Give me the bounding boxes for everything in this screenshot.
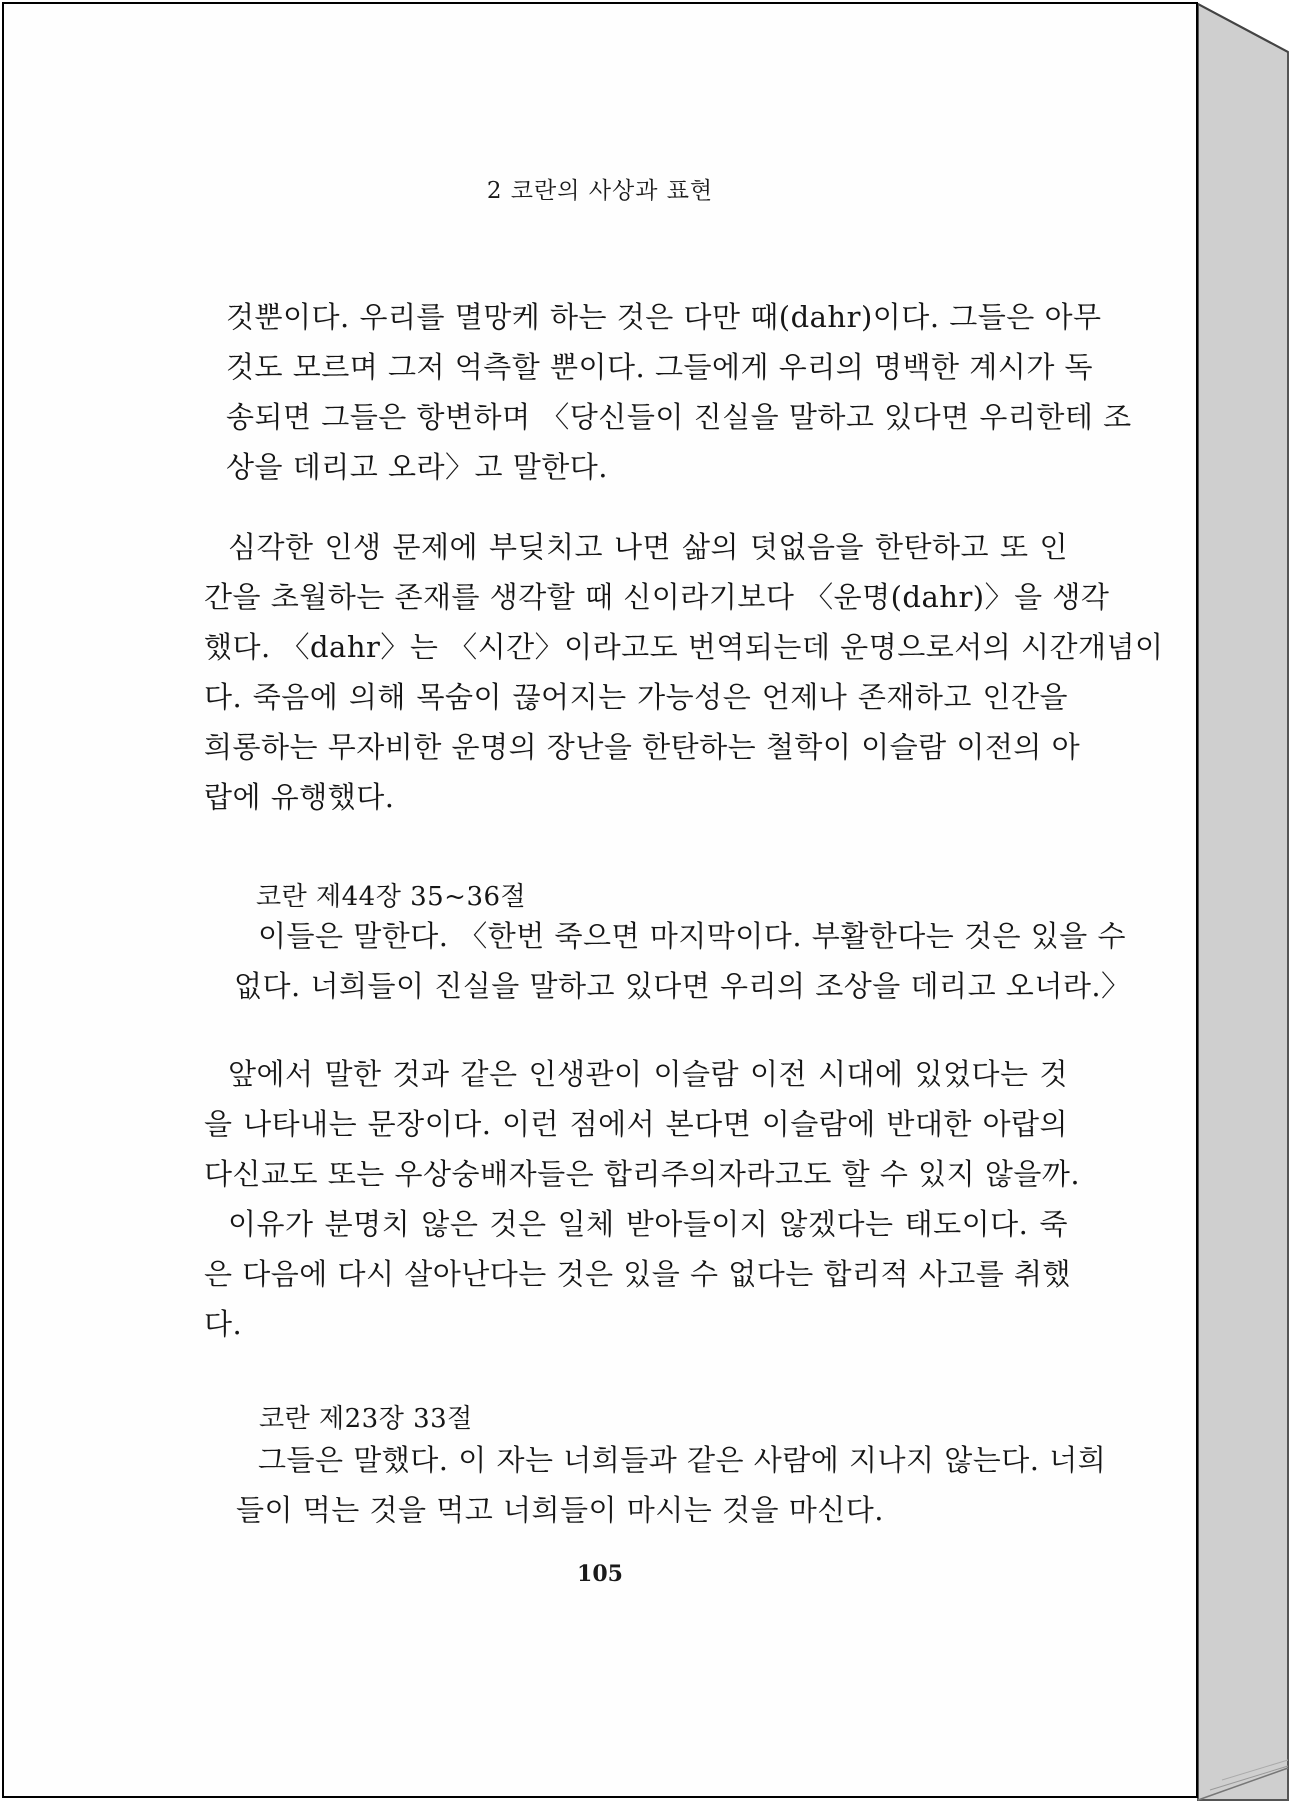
text-line: 것도 모르며 그저 억측할 뿐이다. 그들에게 우리의 명백한 계시가 독	[226, 350, 1094, 384]
body-paragraph	[204, 522, 1164, 822]
text-line: 희롱하는 무자비한 운명의 장난을 한탄하는 철학이 이슬람 이전의 아	[204, 730, 1081, 764]
text-line: 간을 초월하는 존재를 생각할 때 신이라기보다 〈운명(dahr)〉을 생각	[204, 580, 1110, 614]
quote-heading: 코란 제23장 33절	[259, 1404, 473, 1434]
running-header: 2 코란의 사상과 표현	[486, 178, 714, 204]
text-line: 이유가 분명치 않은 것은 일체 받아들이지 않겠다는 태도이다. 죽	[228, 1207, 1068, 1241]
text-line: 그들은 말했다. 이 자는 너희들과 같은 사람에 지나지 않는다. 너희	[258, 1443, 1107, 1477]
text-line: 을 나타내는 문장이다. 이런 점에서 본다면 이슬람에 반대한 아랍의	[204, 1107, 1068, 1141]
text-line: 송되면 그들은 항변하며 〈당신들이 진실을 말하고 있다면 우리한테 조	[226, 400, 1132, 434]
text-line: 다. 죽음에 의해 목숨이 끊어지는 가능성은 언제나 존재하고 인간을	[204, 680, 1068, 714]
text-line: 했다. 〈dahr〉는 〈시간〉이라고도 번역되는데 운명으로서의 시간개념이	[204, 630, 1164, 664]
book-page	[2, 2, 1198, 1798]
page-number: 105	[577, 1561, 623, 1587]
text-line: 랍에 유행했다.	[204, 780, 395, 814]
text-line: 없다. 너희들이 진실을 말하고 있다면 우리의 조상을 데리고 오너라.〉	[234, 969, 1131, 1003]
text-line: 다신교도 또는 우상숭배자들은 합리주의자라고도 할 수 있지 않을까.	[204, 1157, 1081, 1191]
text-line: 이들은 말한다. 〈한번 죽으면 마지막이다. 부활한다는 것은 있을 수	[258, 919, 1127, 953]
text-line: 앞에서 말한 것과 같은 인생관이 이슬람 이전 시대에 있었다는 것	[228, 1057, 1068, 1091]
body-paragraph	[204, 1049, 1081, 1349]
text-line: 은 다음에 다시 살아난다는 것은 있을 수 없다는 합리적 사고를 취했	[204, 1257, 1072, 1291]
text-line: 들이 먹는 것을 먹고 너희들이 마시는 것을 마신다.	[236, 1493, 885, 1527]
quote-heading: 코란 제44장 35~36절	[256, 882, 527, 912]
paragraph-continuation	[226, 292, 1132, 492]
quote-text	[234, 911, 1131, 1011]
text-line: 심각한 인생 문제에 부딪치고 나면 삶의 덧없음을 한탄하고 또 인	[228, 530, 1068, 564]
text-line: 다.	[204, 1307, 243, 1341]
quote-text	[236, 1435, 1107, 1535]
text-line: 것뿐이다. 우리를 멸망케 하는 것은 다만 때(dahr)이다. 그들은 아무	[226, 300, 1102, 334]
text-line: 상을 데리고 오라〉고 말한다.	[226, 450, 609, 484]
